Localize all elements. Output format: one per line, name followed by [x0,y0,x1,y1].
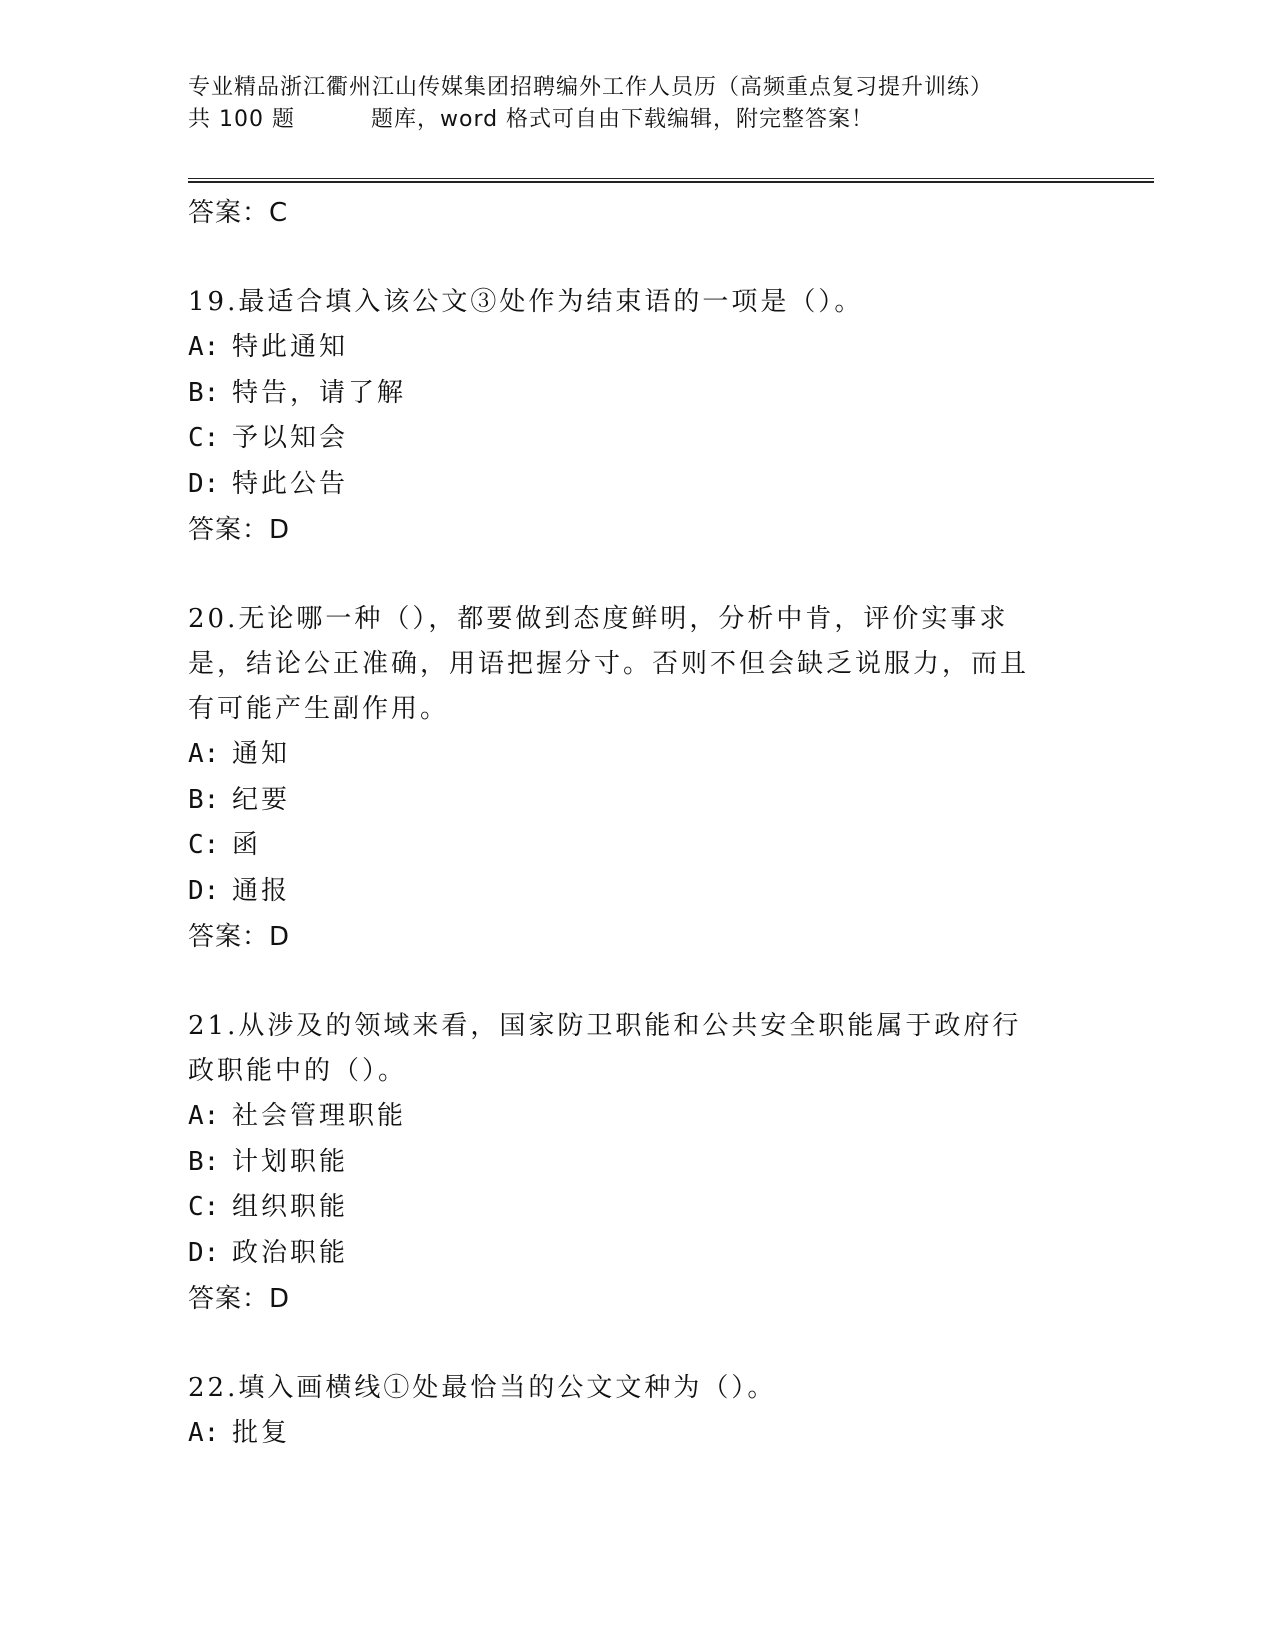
option-key: B: [188,1146,220,1177]
question-text: 19.最适合填入该公文③处作为结束语的一项是（）。 [188,287,864,317]
question-22 [188,1366,1088,1457]
option-key: A: [188,739,220,769]
option-a [188,1094,1088,1140]
option-b [188,1140,1088,1186]
option-c [188,1185,1088,1231]
question-text: 20.无论哪一种（），都要做到态度鲜明，分析中肯，评价实事求是，结论公正准确，用语把握分寸。否则不但会缺乏说服力，而且有可能产生副作用。 [188,604,1030,724]
option-d [188,462,1088,508]
question-19 [188,280,1088,553]
answer-line: 答案：D [188,922,291,952]
header-divider [188,178,1154,183]
option-text: 通知 [232,739,291,769]
option-text: 政治职能 [232,1237,349,1268]
option-text: 社会管理职能 [232,1101,407,1131]
option-key: A: [188,332,220,362]
option-text: 特此公告 [232,468,349,499]
option-key: A: [188,1418,220,1448]
option-key: A: [188,1101,220,1131]
option-key: B: [188,377,220,408]
option-d [188,869,1088,915]
header-question-count: 共 100 题 [188,107,295,132]
option-c [188,823,1088,869]
previous-answer: 答案：C [188,198,289,228]
option-a [188,732,1088,778]
option-d [188,1231,1088,1277]
option-key: D: [188,468,220,499]
option-text: 特此通知 [232,332,349,362]
option-text: 计划职能 [232,1146,349,1177]
question-21 [188,1004,1088,1322]
option-key: D: [188,1237,220,1268]
option-text: 组织职能 [232,1192,349,1222]
option-a [188,1411,1088,1457]
option-text: 通报 [232,875,291,906]
option-key: C: [188,830,220,860]
option-text: 予以知会 [232,423,349,453]
question-text: 21.从涉及的领域来看，国家防卫职能和公共安全职能属于政府行政职能中的（）。 [188,1011,1022,1086]
answer-line: 答案：D [188,1284,291,1314]
option-key: C: [188,423,220,453]
page-header [188,72,1088,136]
option-key: B: [188,784,220,815]
option-a [188,325,1088,371]
option-text: 批复 [232,1418,291,1448]
option-c [188,416,1088,462]
option-b [188,371,1088,417]
option-text: 纪要 [232,784,291,815]
option-key: C: [188,1192,220,1222]
option-key: D: [188,875,220,906]
question-list [188,190,1088,1457]
answer-line: 答案：D [188,515,291,545]
header-title: 专业精品浙江衢州江山传媒集团招聘编外工作人员历（高频重点复习提升训练） [188,75,994,100]
question-text: 22.填入画横线①处最恰当的公文文种为（）。 [188,1373,777,1403]
option-text: 特告，请了解 [232,377,407,408]
header-subtitle [188,104,1088,136]
option-text: 函 [232,830,262,860]
option-b [188,778,1088,824]
question-20 [188,597,1088,960]
header-description: 题库，word 格式可自由下载编辑，附完整答案！ [370,107,875,132]
